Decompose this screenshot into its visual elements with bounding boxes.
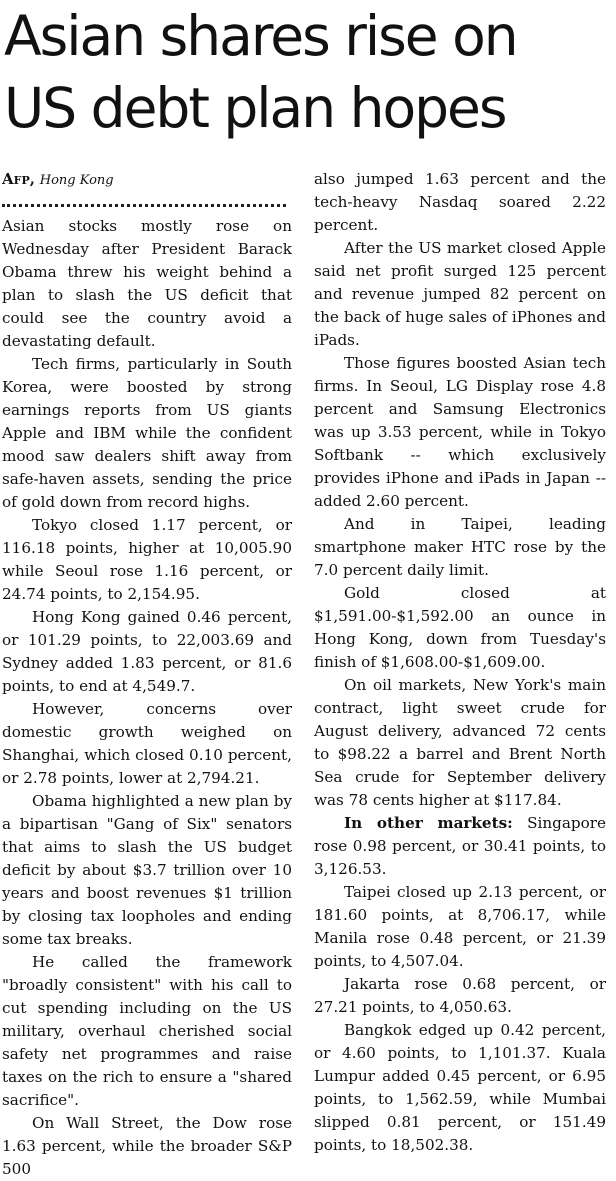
headline-line-2: US debt plan hopes bbox=[4, 76, 506, 140]
other-markets-lead: In other markets: bbox=[344, 814, 513, 832]
article-paragraph: Gold closed at $1,591.00-$1,592.00 an ounce in Hong Kong, down from Tuesday's finish of $1,608.00-$1,609.00. bbox=[314, 584, 606, 671]
byline bbox=[2, 168, 292, 192]
article-paragraph: After the US market closed Apple said net profit surged 125 percent and revenue jumped 82 percent on the back of huge sales of iPhones and iPads. bbox=[314, 239, 606, 349]
article-paragraph: However, concerns over domestic growth weighed on Shanghai, which closed 0.10 percent, or 2.78 points, lower at 2,794.21. bbox=[2, 700, 292, 787]
left-column bbox=[2, 168, 292, 1181]
headline bbox=[4, 0, 612, 144]
dotted-divider bbox=[2, 194, 286, 207]
other-markets-text: Singapore rose 0.98 percent, or 30.41 points, to 3,126.53. bbox=[314, 814, 607, 878]
byline-agency: Afp, bbox=[2, 170, 35, 188]
article-paragraph: Bangkok edged up 0.42 percent, or 4.60 points, to 1,101.37. Kuala Lumpur added 0.45 percent, or 6.95 points, to 1,562.59, while Mumbai slipped 0.81 percent, or 151.49 points, to 18,502.38. bbox=[314, 1021, 606, 1154]
article-paragraph: Tech firms, particularly in South Korea, were boosted by strong earnings reports from US giants Apple and IBM while the confident mood saw dealers shift away from safe-haven assets, sending the price of gold down from record highs. bbox=[2, 355, 292, 511]
article-paragraph: Those figures boosted Asian tech firms. In Seoul, LG Display rose 4.8 percent and Samsung Electronics was up 3.53 percent, while in Tokyo Softbank -- which exclusively provides iPhone and iPads in Japan -- added 2.60 percent. bbox=[314, 354, 606, 510]
article-paragraph: He called the framework "broadly consistent" with his call to cut spending including on the US military, overhaul cherished social safety net programmes and raise taxes on the rich to ensure a "shared sacrifice". bbox=[2, 953, 292, 1109]
article-paragraph: On oil markets, New York's main contract, light sweet crude for August delivery, advanced 72 cents to $98.22 a barrel and Brent North Sea crude for September delivery was 78 cents higher at $117.84. bbox=[314, 676, 606, 809]
byline-place: Hong Kong bbox=[39, 173, 114, 188]
right-column bbox=[314, 168, 606, 1157]
article-paragraph: And in Taipei, leading smartphone maker HTC rose by the 7.0 percent daily limit. bbox=[314, 515, 606, 579]
article-paragraph-other-markets bbox=[314, 812, 606, 881]
article-paragraph: Tokyo closed 1.17 percent, or 116.18 points, higher at 10,005.90 while Seoul rose 1.16 percent, or 24.74 points, to 2,154.95. bbox=[2, 516, 292, 603]
article-paragraph: Obama highlighted a new plan by a bipartisan "Gang of Six" senators that aims to slash the US budget deficit by about $3.7 trillion over 10 years and boost revenues $1 trillion by closing tax loopholes and ending some tax breaks. bbox=[2, 792, 292, 948]
headline-line-1: Asian shares rise on bbox=[4, 4, 517, 68]
article-paragraph: Asian stocks mostly rose on Wednesday after President Barack Obama threw his weight behind a plan to slash the US deficit that could see the country avoid a devastating default. bbox=[2, 217, 292, 350]
article-paragraph: Taipei closed up 2.13 percent, or 181.60 points, at 8,706.17, while Manila rose 0.48 percent, or 21.39 points, to 4,507.04. bbox=[314, 883, 606, 970]
article-paragraph: also jumped 1.63 percent and the tech-heavy Nasdaq soared 2.22 percent. bbox=[314, 170, 606, 234]
article-paragraph: On Wall Street, the Dow rose 1.63 percent, while the broader S&P 500 bbox=[2, 1114, 292, 1178]
article-paragraph: Hong Kong gained 0.46 percent, or 101.29 points, to 22,003.69 and Sydney added 1.83 percent, or 81.6 points, to end at 4,549.7. bbox=[2, 608, 292, 695]
article-paragraph: Jakarta rose 0.68 percent, or 27.21 points, to 4,050.63. bbox=[314, 975, 606, 1016]
